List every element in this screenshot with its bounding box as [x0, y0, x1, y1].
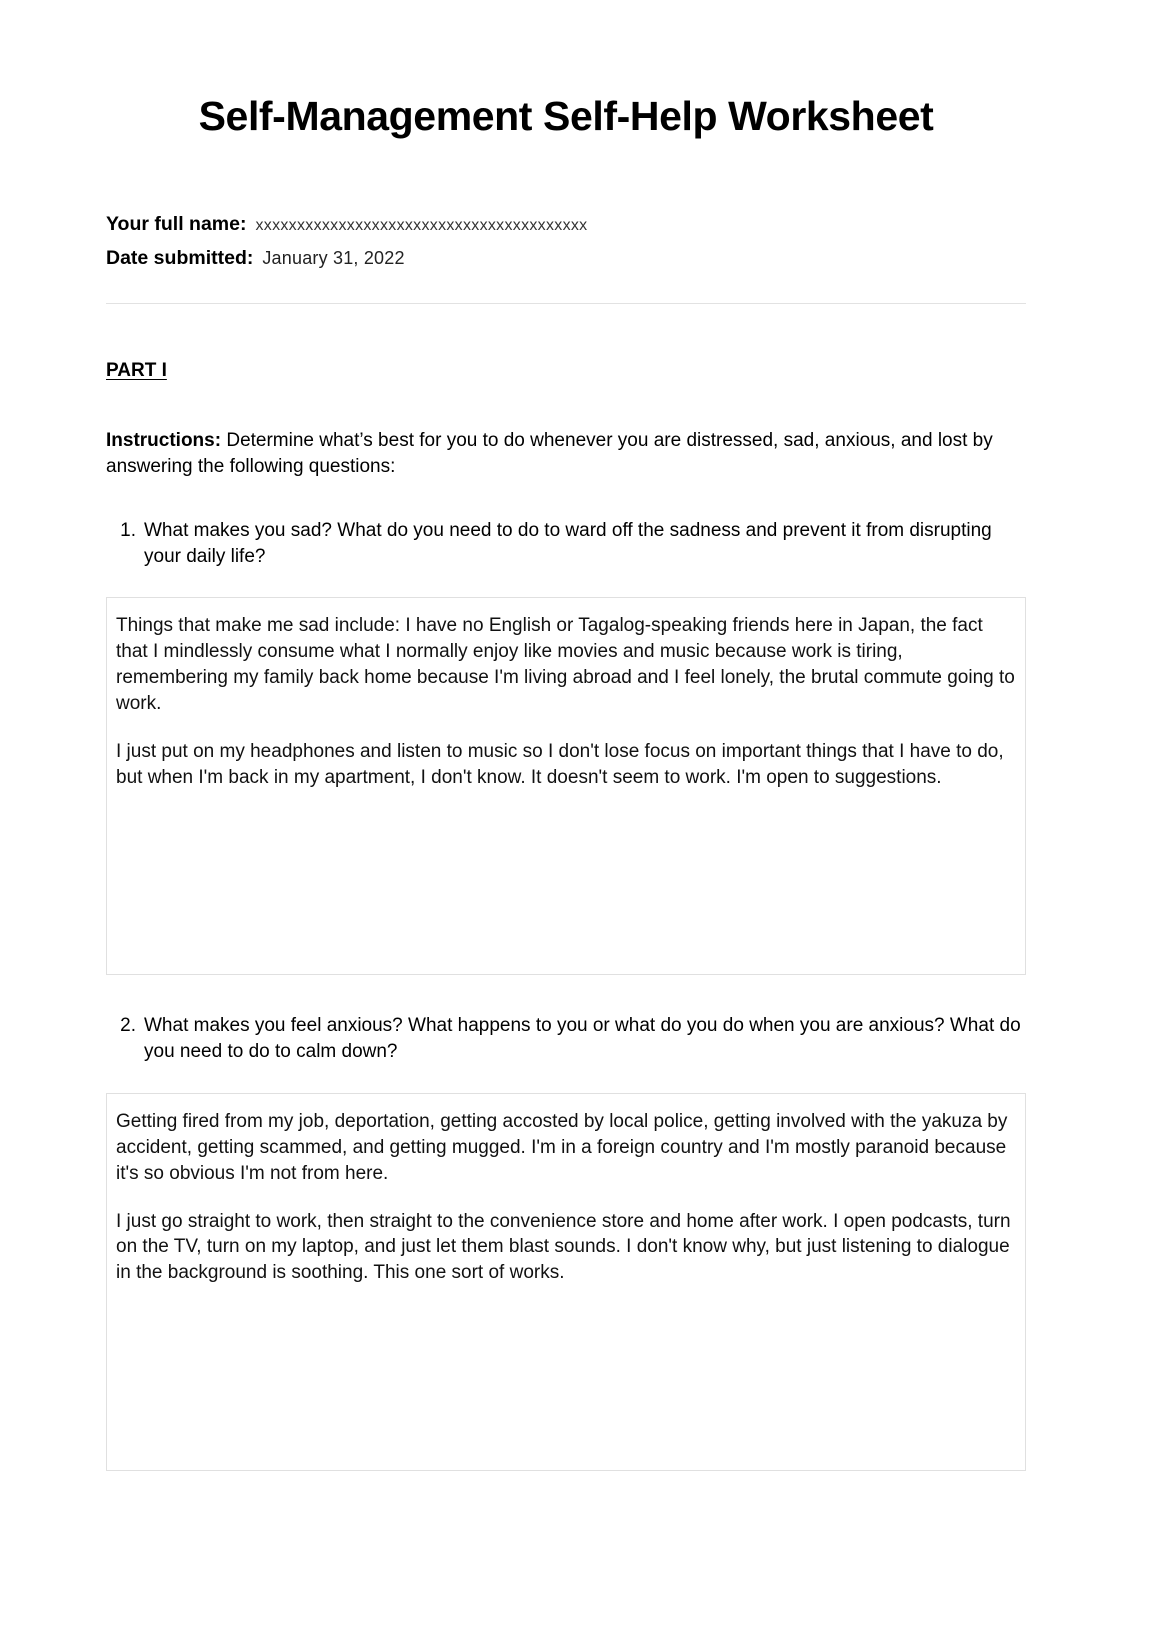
section-divider — [106, 303, 1026, 304]
question-1-text: What makes you sad? What do you need to do to ward off the sadness and prevent it from disrupting your daily life? — [144, 519, 992, 567]
question-1-number: 1. — [120, 519, 136, 541]
full-name-value[interactable]: xxxxxxxxxxxxxxxxxxxxxxxxxxxxxxxxxxxxxxxx — [255, 217, 588, 235]
date-submitted-label: Date submitted: — [106, 247, 254, 270]
answer-1-paragraph-1: Things that make me sad include: I have no English or Tagalog-speaking friends here in Japan, the fact that I mindlessly consume what I normally enjoy like movies and music because work is tiring, remembering my family back home because I'm living abroad and I feel lonely, the brutal commute going to work. — [116, 615, 1015, 714]
answer-box-2[interactable] — [106, 1093, 1026, 1471]
page-title: Self-Management Self-Help Worksheet — [198, 93, 934, 139]
meta-fields — [106, 213, 1026, 270]
question-2-number: 2. — [120, 1015, 136, 1037]
instructions-label: Instructions: — [106, 430, 222, 452]
full-name-label: Your full name: — [106, 213, 247, 236]
answer-2-paragraph-1: Getting fired from my job, deportation, getting accosted by local police, getting involved with the yakuza by accident, getting scammed, and getting mugged. I'm in a foreign country and I'm mostly paranoid because it's so obvious I'm not from here. — [116, 1111, 1008, 1184]
date-submitted-row — [106, 247, 1026, 270]
page-content — [106, 0, 1026, 1471]
answer-2-paragraph-2: I just go straight to work, then straight to the convenience store and home after work. I open podcasts, turn on the TV, turn on my laptop, and just let them blast sounds. I don't know why, but just listening to dialogue in the background is soothing. This one sort of works. — [116, 1210, 1011, 1284]
date-submitted-value[interactable]: January 31, 2022 — [262, 248, 405, 269]
question-1 — [106, 518, 1026, 570]
answer-1-paragraph-2: I just put on my headphones and listen to music so I don't lose focus on important things that I have to do, but when I'm back in my apartment, I don't know. It doesn't seem to work. I'm open to suggestions. — [116, 740, 1004, 788]
full-name-row — [106, 213, 1026, 236]
question-2-text: What makes you feel anxious? What happens to you or what do you do when you are anxious? What do you need to do to calm down? — [144, 1015, 1021, 1063]
part-heading: PART I — [106, 360, 167, 382]
answer-box-1[interactable] — [106, 597, 1026, 975]
instructions-text: Determine what’s best for you to do whenever you are distressed, sad, anxious, and lost by answering the following questions: — [106, 430, 993, 477]
instructions-paragraph — [106, 428, 1026, 480]
part-heading-wrap — [106, 312, 1026, 382]
question-2 — [106, 1013, 1026, 1065]
